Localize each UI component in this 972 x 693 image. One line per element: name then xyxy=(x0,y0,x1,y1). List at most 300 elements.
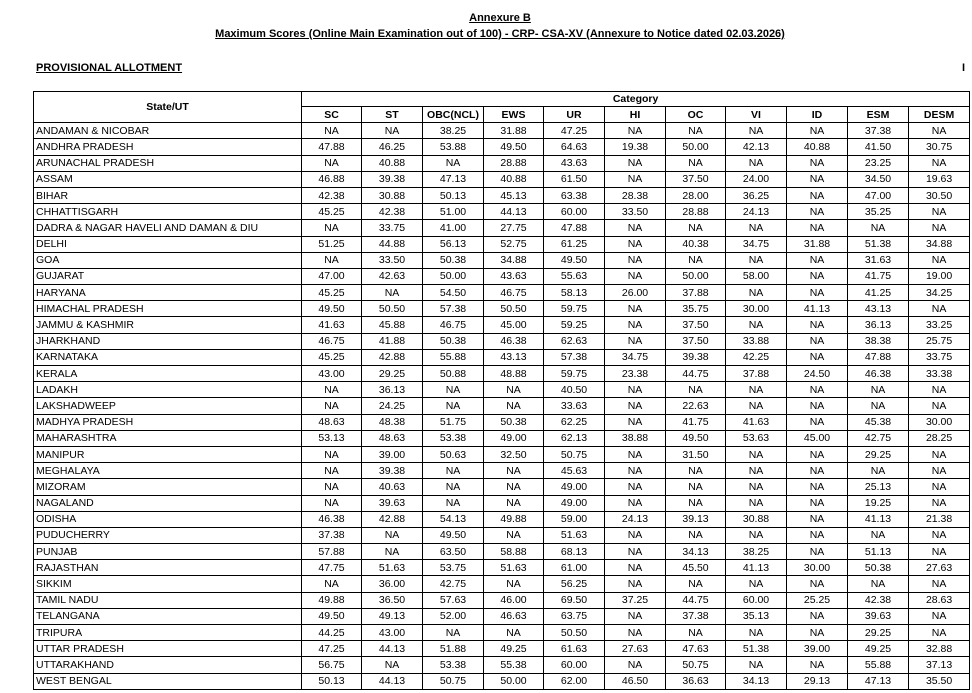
score-cell: NA xyxy=(484,382,544,398)
score-cell: 57.63 xyxy=(423,592,484,608)
score-cell: 33.75 xyxy=(909,349,970,365)
column-header: DESM xyxy=(909,107,970,123)
score-cell: NA xyxy=(605,301,666,317)
annexure-heading: Annexure B xyxy=(469,12,531,24)
score-cell: 49.00 xyxy=(484,430,544,446)
score-cell: 26.00 xyxy=(605,285,666,301)
score-cell: NA xyxy=(362,544,423,560)
score-cell: 51.63 xyxy=(484,560,544,576)
score-cell: NA xyxy=(605,479,666,495)
score-cell: NA xyxy=(726,382,787,398)
score-cell: 55.63 xyxy=(544,268,605,284)
score-cell: NA xyxy=(605,495,666,511)
score-cell: NA xyxy=(909,220,970,236)
score-cell: 30.00 xyxy=(726,301,787,317)
score-cell: 49.25 xyxy=(484,641,544,657)
state-name-cell: NAGALAND xyxy=(34,495,302,511)
score-cell: 51.63 xyxy=(544,527,605,543)
state-name-cell: UTTAR PRADESH xyxy=(34,641,302,657)
score-cell: 37.13 xyxy=(909,657,970,673)
score-cell: 24.00 xyxy=(726,171,787,187)
score-cell: NA xyxy=(605,527,666,543)
column-header: OBC(NCL) xyxy=(423,107,484,123)
state-name-cell: ANDHRA PRADESH xyxy=(34,139,302,155)
score-cell: NA xyxy=(666,495,726,511)
table-row xyxy=(34,657,970,673)
table-row xyxy=(34,641,970,657)
state-name-cell: HARYANA xyxy=(34,285,302,301)
score-cell: NA xyxy=(605,382,666,398)
score-cell: 23.25 xyxy=(848,155,909,171)
state-name-cell: DADRA & NAGAR HAVELI AND DAMAN & DIU xyxy=(34,220,302,236)
score-cell: 45.25 xyxy=(302,349,362,365)
score-cell: 36.00 xyxy=(362,576,423,592)
table-row xyxy=(34,139,970,155)
score-cell: 59.75 xyxy=(544,366,605,382)
score-cell: NA xyxy=(726,252,787,268)
score-cell: 42.88 xyxy=(362,511,423,527)
score-cell: NA xyxy=(605,625,666,641)
score-cell: 51.13 xyxy=(848,544,909,560)
table-row xyxy=(34,349,970,365)
state-name-cell: MADHYA PRADESH xyxy=(34,414,302,430)
score-cell: 24.50 xyxy=(787,366,848,382)
column-header: SC xyxy=(302,107,362,123)
score-cell: 53.63 xyxy=(726,430,787,446)
score-cell: 21.38 xyxy=(909,511,970,527)
score-cell: NA xyxy=(423,625,484,641)
score-cell: 29.13 xyxy=(787,673,848,689)
score-cell: 33.25 xyxy=(909,317,970,333)
state-name-cell: MAHARASHTRA xyxy=(34,430,302,446)
score-cell: 49.50 xyxy=(544,252,605,268)
score-cell: NA xyxy=(848,398,909,414)
score-cell: 25.13 xyxy=(848,479,909,495)
score-cell: NA xyxy=(666,123,726,139)
table-row xyxy=(34,527,970,543)
score-cell: 37.38 xyxy=(666,608,726,624)
score-cell: NA xyxy=(423,495,484,511)
score-cell: 50.38 xyxy=(484,414,544,430)
score-cell: 46.38 xyxy=(848,366,909,382)
score-cell: NA xyxy=(909,544,970,560)
score-cell: 42.38 xyxy=(848,592,909,608)
scores-table xyxy=(33,91,970,690)
score-cell: 43.63 xyxy=(544,155,605,171)
score-cell: 45.00 xyxy=(787,430,848,446)
state-name-cell: MEGHALAYA xyxy=(34,463,302,479)
score-cell: 36.25 xyxy=(726,187,787,203)
score-cell: 41.75 xyxy=(848,268,909,284)
score-cell: 51.63 xyxy=(362,560,423,576)
score-cell: NA xyxy=(605,544,666,560)
score-cell: 50.75 xyxy=(423,673,484,689)
score-cell: 49.13 xyxy=(362,608,423,624)
score-cell: 34.75 xyxy=(605,349,666,365)
score-cell: NA xyxy=(787,382,848,398)
score-cell: 34.13 xyxy=(726,673,787,689)
score-cell: 49.50 xyxy=(666,430,726,446)
score-cell: 59.25 xyxy=(544,317,605,333)
score-cell: 44.13 xyxy=(484,204,544,220)
score-cell: NA xyxy=(726,625,787,641)
score-cell: NA xyxy=(909,382,970,398)
score-cell: NA xyxy=(666,463,726,479)
state-name-cell: LADAKH xyxy=(34,382,302,398)
score-cell: NA xyxy=(909,527,970,543)
score-cell: 34.88 xyxy=(484,252,544,268)
score-cell: 42.25 xyxy=(726,349,787,365)
score-cell: 24.13 xyxy=(726,204,787,220)
score-cell: 55.88 xyxy=(848,657,909,673)
score-cell: NA xyxy=(605,414,666,430)
score-cell: NA xyxy=(362,527,423,543)
score-cell: 50.50 xyxy=(544,625,605,641)
score-cell: NA xyxy=(848,220,909,236)
score-cell: NA xyxy=(423,463,484,479)
score-cell: 53.38 xyxy=(423,430,484,446)
state-name-cell: BIHAR xyxy=(34,187,302,203)
state-name-cell: TRIPURA xyxy=(34,625,302,641)
score-cell: 60.00 xyxy=(544,657,605,673)
score-cell: NA xyxy=(666,576,726,592)
score-cell: NA xyxy=(302,220,362,236)
score-cell: 46.50 xyxy=(605,673,666,689)
score-cell: 37.38 xyxy=(848,123,909,139)
score-cell: 45.63 xyxy=(544,463,605,479)
score-cell: 48.63 xyxy=(362,430,423,446)
score-cell: 39.38 xyxy=(666,349,726,365)
score-cell: 49.00 xyxy=(544,495,605,511)
score-cell: 61.50 xyxy=(544,171,605,187)
score-cell: NA xyxy=(484,576,544,592)
score-cell: 31.63 xyxy=(848,252,909,268)
score-cell: NA xyxy=(666,155,726,171)
score-cell: 39.00 xyxy=(787,641,848,657)
state-name-cell: RAJASTHAN xyxy=(34,560,302,576)
score-cell: NA xyxy=(666,382,726,398)
score-cell: 36.63 xyxy=(666,673,726,689)
score-cell: 57.88 xyxy=(302,544,362,560)
score-cell: 45.38 xyxy=(848,414,909,430)
score-cell: 63.50 xyxy=(423,544,484,560)
score-cell: 42.63 xyxy=(362,268,423,284)
score-cell: 49.88 xyxy=(484,511,544,527)
score-cell: 44.13 xyxy=(362,641,423,657)
score-cell: 46.63 xyxy=(484,608,544,624)
score-cell: NA xyxy=(787,608,848,624)
score-cell: 22.63 xyxy=(666,398,726,414)
score-cell: 42.75 xyxy=(848,430,909,446)
score-cell: 51.00 xyxy=(423,204,484,220)
score-cell: 39.00 xyxy=(362,446,423,462)
score-cell: NA xyxy=(302,576,362,592)
score-cell: 56.75 xyxy=(302,657,362,673)
score-cell: 45.50 xyxy=(666,560,726,576)
state-column-header: State/UT xyxy=(34,92,302,123)
column-header: ID xyxy=(787,107,848,123)
score-cell: 39.38 xyxy=(362,171,423,187)
score-cell: 45.25 xyxy=(302,285,362,301)
score-cell: 34.13 xyxy=(666,544,726,560)
score-cell: NA xyxy=(787,625,848,641)
score-cell: 33.63 xyxy=(544,398,605,414)
score-cell: 43.00 xyxy=(362,625,423,641)
score-cell: 19.38 xyxy=(605,139,666,155)
score-cell: 45.88 xyxy=(362,317,423,333)
score-cell: NA xyxy=(666,252,726,268)
score-cell: NA xyxy=(423,155,484,171)
score-cell: 35.75 xyxy=(666,301,726,317)
table-row xyxy=(34,317,970,333)
score-cell: NA xyxy=(909,398,970,414)
score-cell: 59.00 xyxy=(544,511,605,527)
score-cell: NA xyxy=(362,123,423,139)
score-cell: 37.50 xyxy=(666,333,726,349)
score-cell: 39.13 xyxy=(666,511,726,527)
score-cell: NA xyxy=(909,608,970,624)
score-cell: 61.63 xyxy=(544,641,605,657)
score-cell: 50.13 xyxy=(423,187,484,203)
state-name-cell: SIKKIM xyxy=(34,576,302,592)
score-cell: 60.00 xyxy=(544,204,605,220)
score-cell: 32.88 xyxy=(909,641,970,657)
state-name-cell: GUJARAT xyxy=(34,268,302,284)
state-name-cell: JHARKHAND xyxy=(34,333,302,349)
score-cell: NA xyxy=(787,123,848,139)
score-cell: NA xyxy=(726,123,787,139)
table-row xyxy=(34,252,970,268)
score-cell: NA xyxy=(605,317,666,333)
score-cell: 38.25 xyxy=(423,123,484,139)
table-row xyxy=(34,398,970,414)
column-header: HI xyxy=(605,107,666,123)
score-cell: 29.25 xyxy=(848,446,909,462)
score-cell: NA xyxy=(726,527,787,543)
score-cell: 33.38 xyxy=(909,366,970,382)
score-cell: 51.25 xyxy=(302,236,362,252)
score-cell: NA xyxy=(605,171,666,187)
table-row xyxy=(34,608,970,624)
score-cell: NA xyxy=(605,220,666,236)
score-cell: 41.50 xyxy=(848,139,909,155)
score-cell: 25.75 xyxy=(909,333,970,349)
score-cell: 49.00 xyxy=(544,479,605,495)
score-cell: 46.75 xyxy=(423,317,484,333)
score-cell: 28.00 xyxy=(666,187,726,203)
score-cell: 27.63 xyxy=(605,641,666,657)
document-subheading: Maximum Scores (Online Main Examination out of 100) - CRP- CSA-XV (Annexure to Notice dated 02.03.2026) xyxy=(215,28,785,40)
score-cell: 37.38 xyxy=(302,527,362,543)
score-cell: 44.75 xyxy=(666,366,726,382)
state-name-cell: MIZORAM xyxy=(34,479,302,495)
score-cell: NA xyxy=(666,625,726,641)
state-name-cell: WEST BENGAL xyxy=(34,673,302,689)
table-row xyxy=(34,463,970,479)
state-name-cell: LAKSHADWEEP xyxy=(34,398,302,414)
state-name-cell: UTTARAKHAND xyxy=(34,657,302,673)
table-row xyxy=(34,576,970,592)
table-row xyxy=(34,479,970,495)
score-cell: NA xyxy=(848,527,909,543)
score-cell: 30.88 xyxy=(362,187,423,203)
score-cell: 31.50 xyxy=(666,446,726,462)
score-cell: 54.50 xyxy=(423,285,484,301)
table-row xyxy=(34,673,970,689)
score-cell: NA xyxy=(848,576,909,592)
score-cell: NA xyxy=(302,382,362,398)
score-cell: NA xyxy=(787,576,848,592)
score-cell: 42.38 xyxy=(302,187,362,203)
corner-mark: I xyxy=(962,62,966,74)
score-cell: 28.25 xyxy=(909,430,970,446)
score-cell: 53.13 xyxy=(302,430,362,446)
score-cell: NA xyxy=(787,220,848,236)
score-cell: 47.63 xyxy=(666,641,726,657)
score-cell: 34.88 xyxy=(909,236,970,252)
state-name-cell: MANIPUR xyxy=(34,446,302,462)
score-cell: NA xyxy=(787,446,848,462)
score-cell: NA xyxy=(787,187,848,203)
score-cell: 40.88 xyxy=(787,139,848,155)
state-name-cell: KERALA xyxy=(34,366,302,382)
score-cell: 35.13 xyxy=(726,608,787,624)
score-cell: NA xyxy=(909,576,970,592)
score-cell: 50.50 xyxy=(362,301,423,317)
score-cell: 53.38 xyxy=(423,657,484,673)
score-cell: 34.75 xyxy=(726,236,787,252)
score-cell: NA xyxy=(909,463,970,479)
score-cell: NA xyxy=(484,479,544,495)
score-cell: 44.25 xyxy=(302,625,362,641)
score-cell: 30.00 xyxy=(787,560,848,576)
table-row xyxy=(34,187,970,203)
score-cell: 51.75 xyxy=(423,414,484,430)
score-cell: 31.88 xyxy=(787,236,848,252)
score-cell: 62.25 xyxy=(544,414,605,430)
score-cell: 46.75 xyxy=(302,333,362,349)
score-cell: 50.50 xyxy=(484,301,544,317)
score-cell: 50.00 xyxy=(666,139,726,155)
score-cell: NA xyxy=(787,285,848,301)
score-cell: 35.25 xyxy=(848,204,909,220)
score-cell: 34.25 xyxy=(909,285,970,301)
state-name-cell: ASSAM xyxy=(34,171,302,187)
state-name-cell: CHHATTISGARH xyxy=(34,204,302,220)
score-cell: 48.63 xyxy=(302,414,362,430)
score-cell: 50.38 xyxy=(423,333,484,349)
score-cell: 35.50 xyxy=(909,673,970,689)
score-cell: NA xyxy=(666,479,726,495)
score-cell: 40.50 xyxy=(544,382,605,398)
table-row xyxy=(34,414,970,430)
score-cell: 37.88 xyxy=(726,366,787,382)
table-row xyxy=(34,446,970,462)
score-cell: NA xyxy=(302,155,362,171)
score-cell: NA xyxy=(848,463,909,479)
score-cell: 24.25 xyxy=(362,398,423,414)
score-cell: 50.75 xyxy=(666,657,726,673)
score-cell: 28.88 xyxy=(484,155,544,171)
score-cell: NA xyxy=(484,398,544,414)
score-cell: NA xyxy=(484,625,544,641)
table-row xyxy=(34,430,970,446)
score-cell: 55.88 xyxy=(423,349,484,365)
score-cell: NA xyxy=(605,155,666,171)
score-cell: 50.00 xyxy=(666,268,726,284)
score-cell: 56.25 xyxy=(544,576,605,592)
score-cell: NA xyxy=(726,463,787,479)
table-row xyxy=(34,236,970,252)
score-cell: NA xyxy=(484,527,544,543)
score-cell: 34.50 xyxy=(848,171,909,187)
score-cell: NA xyxy=(666,220,726,236)
score-cell: 62.00 xyxy=(544,673,605,689)
score-cell: 33.88 xyxy=(726,333,787,349)
score-cell: 47.25 xyxy=(302,641,362,657)
score-cell: 64.63 xyxy=(544,139,605,155)
score-cell: NA xyxy=(605,398,666,414)
score-cell: 42.13 xyxy=(726,139,787,155)
score-cell: 47.13 xyxy=(848,673,909,689)
state-name-cell: HIMACHAL PRADESH xyxy=(34,301,302,317)
score-cell: NA xyxy=(362,657,423,673)
score-cell: 50.00 xyxy=(423,268,484,284)
score-cell: 46.38 xyxy=(302,511,362,527)
score-cell: 63.38 xyxy=(544,187,605,203)
table-row xyxy=(34,544,970,560)
score-cell: 52.00 xyxy=(423,608,484,624)
score-cell: NA xyxy=(787,414,848,430)
score-cell: NA xyxy=(302,479,362,495)
score-cell: 33.75 xyxy=(362,220,423,236)
score-cell: 52.75 xyxy=(484,236,544,252)
state-name-cell: JAMMU & KASHMIR xyxy=(34,317,302,333)
score-cell: 19.63 xyxy=(909,171,970,187)
score-cell: 43.63 xyxy=(484,268,544,284)
score-cell: 37.50 xyxy=(666,317,726,333)
score-cell: NA xyxy=(909,301,970,317)
score-cell: NA xyxy=(726,495,787,511)
score-cell: NA xyxy=(726,479,787,495)
column-header: ST xyxy=(362,107,423,123)
score-cell: 27.75 xyxy=(484,220,544,236)
score-cell: 41.13 xyxy=(787,301,848,317)
score-cell: 50.63 xyxy=(423,446,484,462)
score-cell: NA xyxy=(848,382,909,398)
table-row xyxy=(34,592,970,608)
state-name-cell: PUNJAB xyxy=(34,544,302,560)
score-cell: 39.38 xyxy=(362,463,423,479)
score-cell: NA xyxy=(605,560,666,576)
score-cell: 43.13 xyxy=(484,349,544,365)
score-cell: NA xyxy=(787,544,848,560)
score-cell: 69.50 xyxy=(544,592,605,608)
score-cell: 47.13 xyxy=(423,171,484,187)
score-cell: NA xyxy=(787,479,848,495)
score-cell: 41.00 xyxy=(423,220,484,236)
score-cell: 45.00 xyxy=(484,317,544,333)
score-cell: 40.63 xyxy=(362,479,423,495)
score-cell: NA xyxy=(787,398,848,414)
score-cell: 58.88 xyxy=(484,544,544,560)
column-header: UR xyxy=(544,107,605,123)
score-cell: 33.50 xyxy=(605,204,666,220)
score-cell: 44.75 xyxy=(666,592,726,608)
score-cell: 62.63 xyxy=(544,333,605,349)
score-cell: 40.88 xyxy=(484,171,544,187)
score-cell: NA xyxy=(787,317,848,333)
